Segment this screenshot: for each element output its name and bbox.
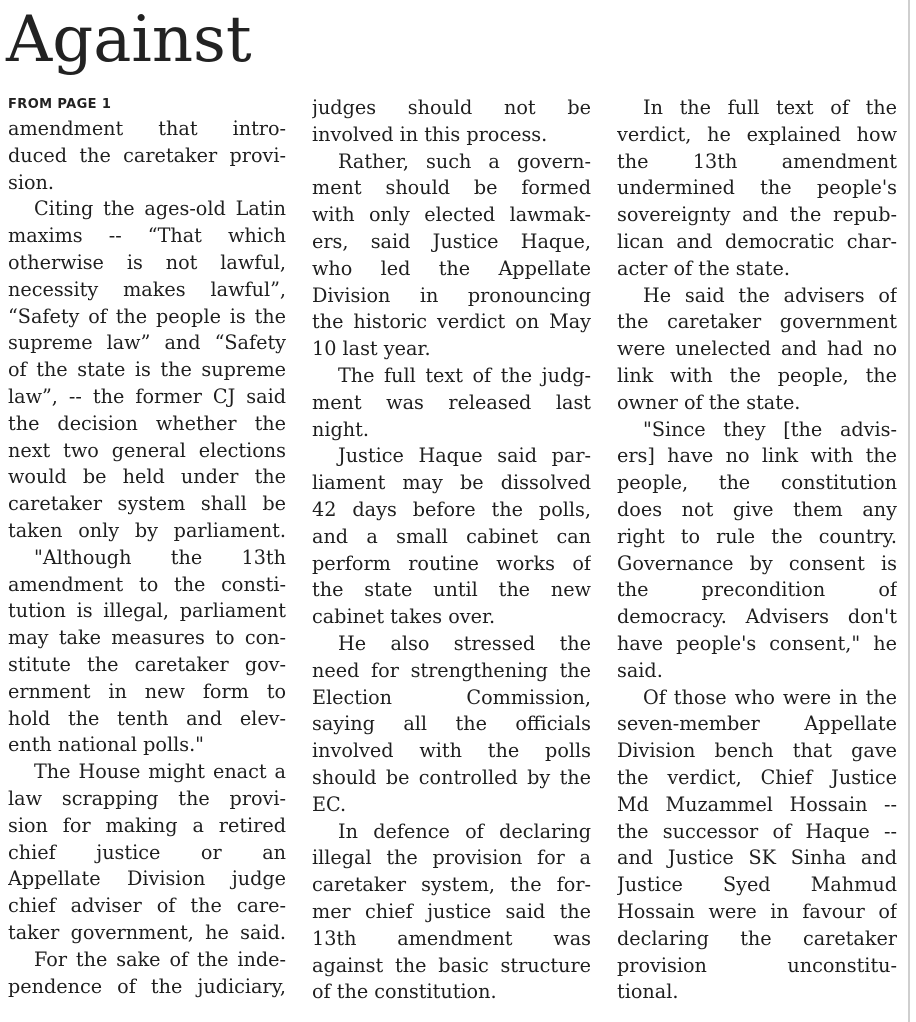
article-line: tution is illegal, parliament: [8, 599, 286, 623]
article-line: For the sake of the inde-: [34, 947, 286, 971]
article-line: the verdict, Chief Justice: [617, 765, 897, 789]
article-line: illegal the provision for a: [312, 846, 591, 870]
article-line: ernment in new form to: [8, 679, 286, 703]
article-line: maxims -- “That which: [8, 224, 286, 248]
article-line: caretaker system shall be: [8, 492, 286, 516]
article-line: duced the caretaker provi-: [8, 143, 286, 167]
article-line: seven-member Appellate: [617, 712, 897, 736]
article-line: people, the constitution: [617, 471, 897, 495]
article-column-3: [617, 95, 897, 1006]
article-line: perform routine works of: [312, 551, 591, 575]
article-line: He said the advisers of: [643, 283, 897, 307]
article-line: otherwise is not lawful,: [8, 250, 286, 274]
article-line: Justice Haque said par-: [338, 444, 591, 468]
article-line: 10 last year.: [312, 337, 431, 361]
article-line: The House might enact a: [34, 760, 286, 784]
article-line: Appellate Division judge: [8, 867, 286, 891]
article-line: the caretaker government: [617, 310, 897, 334]
article-line: have people's consent," he: [617, 631, 897, 655]
article-line: ment was released last: [312, 390, 591, 414]
article-line: Rather, such a govern-: [338, 149, 591, 173]
article-line: judges should not be: [312, 96, 591, 119]
article-line: sion for making a retired: [8, 813, 286, 837]
article-line: provision unconstitu-: [617, 953, 897, 977]
jump-label: FROM PAGE 1: [8, 97, 112, 112]
article-line: the decision whether the: [8, 411, 286, 435]
article-line: the precondition of: [617, 578, 897, 602]
article-line: stitute the caretaker gov-: [8, 652, 286, 676]
article-line: Of those who were in the: [643, 685, 897, 709]
article-line: taken only by parliament.: [8, 518, 286, 542]
article-line: Hossain were in favour of: [617, 899, 897, 923]
article-line: of the state is the supreme: [8, 358, 286, 382]
article-line: and Justice SK Sinha and: [617, 846, 897, 870]
article-line: of the constitution.: [312, 980, 497, 1004]
article-line: saying all the officials: [312, 712, 591, 736]
article-line: liament may be dissolved: [312, 471, 591, 495]
article-line: the 13th amendment: [617, 149, 897, 173]
article-column-1: [8, 116, 286, 1000]
article-line: 13th amendment was: [312, 926, 591, 950]
article-line: involved in this process.: [312, 122, 548, 146]
article-line: law”, -- the former CJ said: [8, 384, 286, 408]
article-line: were unelected and had no: [617, 337, 897, 361]
article-line: verdict, he explained how: [617, 122, 897, 146]
article-line: amendment that intro-: [8, 117, 286, 140]
article-line: involved with the polls: [312, 739, 591, 763]
article-line: Division bench that gave: [617, 739, 897, 763]
article-line: taker government, he said.: [8, 920, 286, 944]
article-line: and a small cabinet can: [312, 524, 591, 548]
article-line: the successor of Haque --: [617, 819, 897, 843]
article-line: with only elected lawmak-: [312, 203, 591, 227]
article-line: Division in pronouncing: [312, 283, 591, 307]
article-line: Election Commission,: [312, 685, 591, 709]
article-line: law scrapping the provi-: [8, 786, 286, 810]
article-line: supreme law” and “Safety: [8, 331, 286, 355]
article-line: He also stressed the: [338, 631, 591, 655]
headline: Against: [6, 3, 252, 77]
article-line: caretaker system, the for-: [312, 873, 591, 897]
article-line: EC.: [312, 792, 347, 816]
article-line: who led the Appellate: [312, 256, 591, 280]
article-line: acter of the state.: [617, 256, 790, 280]
article-line: chief adviser of the care-: [8, 894, 286, 918]
article-line: right to rule the country.: [617, 524, 897, 548]
article-line: the historic verdict on May: [312, 310, 591, 334]
article-line: sion.: [8, 170, 54, 194]
article-line: enth national polls.": [8, 733, 204, 757]
article-line: link with the people, the: [617, 363, 897, 387]
article-line: Justice Syed Mahmud: [617, 873, 897, 897]
article-line: tional.: [617, 980, 679, 1004]
article-column-2: [312, 95, 591, 1006]
article-line: Citing the ages-old Latin: [34, 197, 286, 221]
article-line: mer chief justice said the: [312, 899, 591, 923]
article-line: "Since they [the advis-: [643, 417, 897, 441]
article-line: against the basic structure: [312, 953, 591, 977]
article-line: hold the tenth and elev-: [8, 706, 286, 730]
article-line: would be held under the: [8, 465, 286, 489]
article-line: In the full text of the: [643, 96, 897, 119]
article-line: owner of the state.: [617, 390, 801, 414]
page-edge-rule: [908, 0, 910, 1022]
article-line: In defence of declaring: [338, 819, 591, 843]
article-line: necessity makes lawful”,: [8, 277, 286, 301]
article-line: does not give them any: [617, 497, 897, 521]
article-line: ment should be formed: [312, 176, 591, 200]
article-line: ers, said Justice Haque,: [312, 229, 591, 253]
article-line: Md Muzammel Hossain --: [617, 792, 897, 816]
article-line: pendence of the judiciary,: [8, 974, 286, 998]
article-line: should be controlled by the: [312, 765, 591, 789]
article-line: sovereignty and the repub-: [617, 203, 897, 227]
article-line: ers] have no link with the: [617, 444, 897, 468]
article-line: "Although the 13th: [34, 545, 286, 569]
article-line: cabinet takes over.: [312, 605, 496, 629]
article-line: may take measures to con-: [8, 626, 286, 650]
article-line: need for strengthening the: [312, 658, 591, 682]
article-line: next two general elections: [8, 438, 286, 462]
article-line: declaring the caretaker: [617, 926, 897, 950]
article-line: the state until the new: [312, 578, 591, 602]
article-line: “Safety of the people is the: [8, 304, 286, 328]
article-line: amendment to the consti-: [8, 572, 286, 596]
article-line: The full text of the judg-: [338, 363, 591, 387]
article-line: Governance by consent is: [617, 551, 897, 575]
article-line: chief justice or an: [8, 840, 286, 864]
article-line: undermined the people's: [617, 176, 897, 200]
article-line: lican and democratic char-: [617, 229, 897, 253]
article-line: night.: [312, 417, 369, 441]
article-line: said.: [617, 658, 663, 682]
article-line: 42 days before the polls,: [312, 497, 591, 521]
article-line: democracy. Advisers don't: [617, 605, 897, 629]
